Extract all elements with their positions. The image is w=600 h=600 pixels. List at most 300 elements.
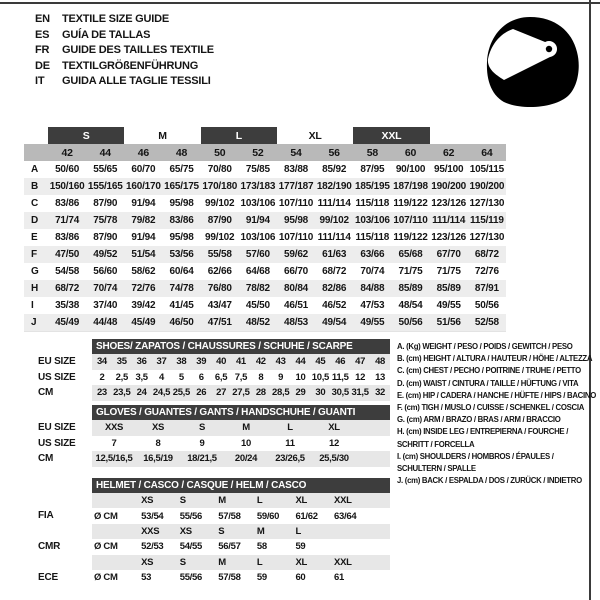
measure-cell: 75/78 — [86, 212, 124, 229]
row-label-ece: ECE — [38, 572, 58, 583]
size-cell: L — [255, 493, 294, 508]
size-cell: 13 — [375, 371, 386, 383]
size-cell: 59 — [256, 572, 267, 584]
measure-cell: 70/80 — [207, 164, 232, 175]
size-cell: 60 — [295, 572, 306, 584]
language-title: TEXTILE SIZE GUIDE — [62, 13, 170, 25]
size-row — [92, 385, 390, 401]
size-row — [92, 354, 390, 370]
legend-line: A. (Kg) WEIGHT / PESO / POIDS / GEWITCH / PESO — [397, 342, 573, 351]
language-code: FR — [35, 44, 50, 57]
size-cell: S — [216, 524, 255, 539]
size-cell: 28,5 — [271, 385, 291, 401]
shoes-size-table — [92, 339, 390, 401]
measure-cell: 103/106 — [240, 198, 276, 209]
row-label: G — [31, 266, 39, 277]
legend-item — [397, 353, 597, 365]
legend-line: G. (cm) ARM / BRAZO / BRAS / ARM / BRACCIO — [397, 415, 561, 425]
size-col-header: 58 — [353, 144, 391, 161]
corner-cell — [24, 144, 48, 161]
filler-cell — [371, 539, 390, 554]
measure-cell: 79/82 — [124, 212, 162, 229]
diameter-cm-cell — [92, 493, 139, 508]
size-cell: 30,5 — [330, 385, 350, 401]
size-row — [92, 370, 390, 386]
measure-cell: 107/110 — [278, 198, 314, 209]
size-cell: 4 — [159, 371, 164, 383]
size-cell: 29 — [291, 385, 311, 401]
helmet-values-row — [92, 508, 390, 523]
measure-row — [24, 178, 506, 195]
filler-cell — [371, 555, 390, 570]
size-cell: 35 — [112, 354, 132, 370]
legend-item — [397, 402, 597, 414]
racing-helmet-icon — [478, 14, 584, 108]
size-cell: L — [268, 420, 312, 436]
row-label: E — [31, 232, 38, 243]
size-cell: 34 — [92, 354, 112, 370]
measure-cell: 49/54 — [315, 314, 353, 331]
language-row — [35, 43, 214, 59]
row-label-eu-size: EU SIZE — [38, 356, 76, 367]
size-cell: L — [293, 524, 332, 539]
legend-line: D. (cm) WAIST / CINTURA / TAILLE / HÜFTUNG / VITA — [397, 378, 579, 388]
measure-cell: 58/62 — [131, 266, 156, 277]
helmet-sizes-row — [92, 493, 390, 508]
measure-cell: 48/53 — [277, 314, 315, 331]
legend-item — [397, 365, 597, 377]
size-cell: 24 — [132, 385, 152, 401]
measure-row — [24, 263, 506, 280]
size-col-header: 48 — [162, 144, 200, 161]
legend-line: H. (cm) INSIDE LEG / ENTREPIERNA / FOURCHE / — [397, 427, 569, 437]
size-cell: 36 — [132, 354, 152, 370]
measure-cell: 70/74 — [360, 266, 385, 277]
measure-cell: 65/75 — [169, 164, 194, 175]
row-label: C — [31, 198, 39, 209]
diameter-cm-cell: Ø CM — [94, 572, 118, 584]
measure-cell: 55/65 — [93, 164, 118, 175]
measure-cell: 71/75 — [436, 266, 461, 277]
language-title: GUÍA DE TALLAS — [62, 28, 151, 41]
size-cell: 2 — [99, 371, 105, 383]
size-cell: XL — [293, 555, 332, 570]
measurement-legend — [397, 341, 597, 487]
size-cell: 55/56 — [179, 572, 202, 584]
language-row — [35, 59, 214, 75]
measure-cell: 48/52 — [239, 314, 277, 331]
size-cell: 58 — [256, 541, 267, 553]
size-cell: 8 — [258, 371, 264, 383]
diameter-cm-cell: Ø CM — [94, 541, 118, 553]
measure-cell: 99/102 — [205, 232, 235, 243]
measure-cell: 53/56 — [162, 246, 200, 263]
row-label-cm: CM — [38, 387, 54, 398]
size-cell: 32 — [370, 385, 390, 401]
size-cell — [332, 539, 371, 554]
measure-cell: 90/100 — [395, 164, 426, 175]
measure-cell: 44/48 — [86, 314, 124, 331]
measure-cell: 70/74 — [86, 280, 124, 297]
measure-cell: 87/90 — [93, 198, 118, 209]
size-cell: 46 — [330, 354, 350, 370]
measure-cell: 47/51 — [201, 314, 239, 331]
size-cell: S — [180, 420, 224, 436]
size-row — [92, 436, 390, 452]
size-cell: 7,5 — [234, 371, 248, 383]
legend-item — [397, 451, 597, 475]
measure-row — [24, 297, 506, 314]
measure-cell: 50/56 — [474, 300, 499, 311]
row-label: D — [24, 212, 48, 229]
legend-line: F. (cm) TIGH / MUSLO / CUISSE / SCHENKEL / COSCIA — [397, 403, 585, 413]
size-cell: 47 — [350, 354, 370, 370]
size-cell: 31,5 — [350, 385, 370, 401]
size-cell: 39 — [191, 354, 211, 370]
measure-cell: 105/115 — [469, 164, 504, 175]
measure-cell: 83/86 — [55, 232, 80, 243]
size-col-header: 42 — [48, 144, 86, 161]
measure-cell: 91/94 — [131, 232, 156, 243]
size-col-header: 62 — [430, 144, 468, 161]
measure-cell: 72/76 — [124, 280, 162, 297]
measure-row — [24, 212, 506, 229]
measure-cell: 50/56 — [391, 314, 429, 331]
measure-cell: 59/62 — [277, 246, 315, 263]
corner-cell — [24, 127, 48, 144]
size-cell: 12 — [355, 371, 366, 383]
size-group-row — [24, 127, 506, 144]
size-cell: 20/24 — [224, 451, 268, 467]
row-label: B — [24, 178, 48, 195]
legend-line: C. (cm) CHEST / PECHO / POITRINE / TRUHE / PETTO — [397, 366, 581, 376]
measure-cell: 50/60 — [55, 164, 80, 175]
measure-cell: 91/94 — [239, 212, 277, 229]
filler-cell — [371, 524, 390, 539]
measure-cell: 95/100 — [433, 164, 464, 175]
measure-cell: 83/88 — [284, 164, 309, 175]
size-col-header: 54 — [277, 144, 315, 161]
size-cell: 42 — [251, 354, 271, 370]
measure-cell: 190/200 — [468, 178, 506, 195]
size-col-header: 56 — [315, 144, 353, 161]
measure-cell: 83/86 — [55, 198, 80, 209]
measure-cell: 55/58 — [201, 246, 239, 263]
row-label-us-size: US SIZE — [38, 371, 76, 383]
size-cell: 10 — [295, 371, 306, 383]
measure-cell: 46/52 — [322, 300, 347, 311]
size-col-header: 52 — [239, 144, 277, 161]
helmet-values-row — [92, 539, 390, 554]
size-cell: 40 — [211, 354, 231, 370]
measure-cell: 107/110 — [391, 212, 429, 229]
diameter-cm-cell — [92, 555, 139, 570]
size-cell: 3,5 — [135, 371, 148, 383]
gloves-size-table — [92, 405, 390, 467]
measure-cell: 85/89 — [391, 280, 429, 297]
table-title: GLOVES / GUANTES / GANTS / HANDSCHUHE / GUANTI — [92, 405, 390, 420]
size-cell: 23 — [92, 385, 112, 401]
measure-cell: 111/114 — [317, 198, 351, 209]
measure-cell: 51/56 — [430, 314, 468, 331]
size-col-header: 60 — [391, 144, 429, 161]
row-label-cm: CM — [38, 453, 54, 464]
legend-item — [397, 475, 597, 487]
measure-cell: 47/50 — [48, 246, 86, 263]
row-label-eu-size: EU SIZE — [38, 422, 76, 433]
size-number-row — [24, 144, 506, 161]
size-cell: 27,5 — [231, 385, 251, 401]
row-label: H — [24, 280, 48, 297]
size-cell: XS — [136, 420, 180, 436]
size-cell — [332, 524, 371, 539]
language-title: GUIDA ALLE TAGLIE TESSILI — [62, 75, 211, 88]
measure-cell: 87/90 — [201, 212, 239, 229]
measure-cell: 49/52 — [86, 246, 124, 263]
measure-cell: 91/94 — [131, 198, 156, 209]
size-cell: 38 — [171, 354, 191, 370]
size-cell: 61 — [334, 572, 344, 584]
language-code: IT — [35, 75, 45, 88]
filler-cell — [371, 570, 390, 585]
size-cell: 10 — [241, 437, 251, 449]
measure-cell: 71/75 — [398, 266, 423, 277]
measure-cell: 165/175 — [162, 178, 200, 195]
size-col-header: 50 — [201, 144, 239, 161]
measure-cell: 39/42 — [131, 300, 156, 311]
measure-cell: 45/49 — [124, 314, 162, 331]
size-cell: M — [216, 555, 255, 570]
measure-cell: 63/66 — [353, 246, 391, 263]
measure-cell: 60/64 — [169, 266, 194, 277]
size-cell: XXL — [332, 493, 371, 508]
language-title: TEXTILGRÖßENFÜHRUNG — [62, 59, 199, 72]
language-row — [35, 12, 214, 28]
size-cell: 53 — [141, 572, 152, 584]
measure-cell: 103/106 — [353, 212, 391, 229]
measure-cell: 65/68 — [391, 246, 429, 263]
size-cell: 55/56 — [179, 510, 202, 522]
size-cell: XL — [293, 493, 332, 508]
size-cell: 6 — [198, 371, 204, 383]
size-cell: M — [224, 420, 268, 436]
measure-cell: 71/74 — [48, 212, 86, 229]
size-cell: 57/58 — [218, 510, 241, 522]
table-title-row — [92, 339, 390, 354]
measure-cell: 85/89 — [430, 280, 468, 297]
measure-cell: 61/63 — [315, 246, 353, 263]
size-cell: 9 — [278, 371, 284, 383]
measure-cell: 45/50 — [245, 300, 270, 311]
measure-cell: 119/122 — [393, 232, 428, 243]
measure-cell: 123/126 — [431, 232, 467, 243]
measure-cell: 56/60 — [93, 266, 118, 277]
table-title: HELMET / CASCO / CASQUE / HELM / CASCO — [92, 478, 390, 493]
filler-cell — [356, 436, 390, 452]
size-cell: 7 — [111, 437, 117, 449]
size-cell: 24,5 — [152, 385, 172, 401]
textile-size-table — [24, 127, 506, 331]
measure-cell: 150/160 — [48, 178, 86, 195]
measure-cell: 74/78 — [162, 280, 200, 297]
measure-cell: 45/49 — [48, 314, 86, 331]
measure-cell: 173/183 — [239, 178, 277, 195]
size-cell: S — [178, 493, 217, 508]
measure-cell: 52/58 — [468, 314, 506, 331]
measure-cell: 182/190 — [315, 178, 353, 195]
row-label-fia: FIA — [38, 510, 54, 522]
measure-cell: 127/130 — [469, 198, 505, 209]
diameter-cm-cell — [92, 524, 139, 539]
filler-cell — [371, 508, 390, 523]
measure-cell: 66/70 — [284, 266, 309, 277]
size-cell: XS — [139, 493, 178, 508]
size-cell: 43 — [271, 354, 291, 370]
size-cell: 23,5 — [112, 385, 132, 401]
measure-cell: 84/88 — [353, 280, 391, 297]
size-cell: 12 — [329, 437, 339, 449]
size-cell: 41 — [231, 354, 251, 370]
size-cell: 5 — [178, 371, 184, 383]
size-cell: 52/53 — [141, 541, 164, 553]
language-title: GUIDE DES TAILLES TEXTILE — [62, 44, 214, 57]
measure-cell: 64/68 — [245, 266, 270, 277]
measure-cell: 155/165 — [86, 178, 124, 195]
measure-cell: 123/126 — [431, 198, 467, 209]
row-label: J — [24, 314, 48, 331]
measure-row — [24, 280, 506, 297]
size-group-xl: XL — [308, 129, 322, 142]
size-row — [92, 420, 390, 436]
size-cell: 18/21,5 — [180, 451, 224, 467]
legend-item — [397, 426, 597, 450]
size-cell: 6,5 — [214, 371, 228, 383]
measure-cell: 41/45 — [169, 300, 194, 311]
diameter-cm-cell: Ø CM — [94, 510, 118, 522]
measure-cell: 76/80 — [201, 280, 239, 297]
size-cell: 45 — [310, 354, 330, 370]
size-cell: 12,5/16,5 — [92, 451, 136, 467]
language-code: DE — [35, 59, 50, 72]
size-col-header: 64 — [468, 144, 506, 161]
page-border-top — [0, 2, 600, 4]
measure-cell: 99/102 — [205, 198, 235, 209]
measure-cell: 78/82 — [239, 280, 277, 297]
row-label: F — [24, 246, 48, 263]
helmet-size-table — [92, 478, 390, 585]
size-cell: 11,5 — [331, 371, 349, 383]
measure-cell: 103/106 — [240, 232, 276, 243]
size-cell: 25,5/30 — [312, 451, 356, 467]
measure-cell: 111/114 — [430, 212, 468, 229]
measure-cell: 67/70 — [430, 246, 468, 263]
corner-cell — [430, 127, 468, 144]
measure-cell: 115/119 — [468, 212, 506, 229]
measure-cell: 68/72 — [468, 246, 506, 263]
measure-cell: 99/102 — [315, 212, 353, 229]
measure-cell: 115/118 — [355, 232, 390, 243]
filler-cell — [356, 420, 390, 436]
size-group-s: S — [48, 127, 124, 144]
measure-cell: 119/122 — [393, 198, 428, 209]
measure-cell: 95/98 — [169, 198, 194, 209]
filler-cell — [371, 493, 390, 508]
measure-cell: 46/50 — [162, 314, 200, 331]
size-cell: 11 — [285, 437, 295, 449]
size-cell: 37 — [152, 354, 172, 370]
legend-item — [397, 378, 597, 390]
size-cell: XS — [178, 524, 217, 539]
size-cell: M — [216, 493, 255, 508]
measure-cell: 47/53 — [360, 300, 385, 311]
size-cell: 23/26,5 — [268, 451, 312, 467]
language-title-list — [35, 12, 214, 90]
measure-cell: 83/86 — [162, 212, 200, 229]
measure-cell: 48/54 — [398, 300, 423, 311]
measure-row — [24, 161, 506, 178]
measure-row — [24, 314, 506, 331]
legend-line: B. (cm) HEIGHT / ALTURA / HAUTEUR / HÖHE / ALTEZZA — [397, 354, 593, 364]
measure-cell: 115/118 — [355, 198, 390, 209]
size-cell: 54/55 — [179, 541, 202, 553]
measure-cell: 95/98 — [169, 232, 194, 243]
measure-cell: 60/70 — [131, 164, 156, 175]
measure-cell: 75/85 — [245, 164, 270, 175]
size-cell: L — [255, 555, 294, 570]
size-cell: 57/58 — [218, 572, 241, 584]
size-cell: 53/54 — [141, 510, 164, 522]
measure-cell: 85/92 — [322, 164, 347, 175]
table-title-row — [92, 405, 390, 420]
measure-cell: 185/195 — [353, 178, 391, 195]
size-cell: 59/60 — [256, 510, 280, 522]
size-group-xxl: XXL — [353, 127, 429, 144]
measure-cell: 37/40 — [93, 300, 118, 311]
table-underline — [24, 331, 506, 332]
size-cell: 2,5 — [115, 371, 128, 383]
size-cell: 56/57 — [218, 541, 241, 553]
size-cell: XXS — [92, 420, 136, 436]
measure-cell: 87/91 — [468, 280, 506, 297]
size-cell: M — [255, 524, 294, 539]
language-code: ES — [35, 28, 50, 41]
size-group-l: L — [201, 127, 277, 144]
helmet-sizes-row — [92, 524, 390, 539]
measure-cell: 107/110 — [278, 232, 314, 243]
measure-row — [24, 246, 506, 263]
size-cell: 61/62 — [295, 510, 318, 522]
size-cell: 26 — [191, 385, 211, 401]
legend-line: E. (cm) HIP / CADERA / HANCHE / HÜFTE / HIPS / BACINO — [397, 390, 596, 400]
measure-cell: 187/198 — [391, 178, 429, 195]
size-cell: 63/64 — [334, 510, 357, 522]
measure-cell: 127/130 — [469, 232, 505, 243]
page-border-right — [589, 0, 591, 600]
measure-cell: 46/51 — [284, 300, 309, 311]
legend-line: J. (cm) BACK / ESPALDA / DOS / ZURÜCK / INDIETRO — [397, 476, 582, 486]
measure-cell: 80/84 — [277, 280, 315, 297]
row-label: I — [31, 300, 34, 311]
language-code: EN — [35, 13, 50, 25]
measure-cell: 87/95 — [360, 164, 385, 175]
measure-cell: 95/98 — [277, 212, 315, 229]
size-cell: XXS — [139, 524, 178, 539]
size-cell: 27 — [211, 385, 231, 401]
measure-cell: 57/60 — [239, 246, 277, 263]
size-cell: 16,5/19 — [136, 451, 180, 467]
size-cell: XS — [139, 555, 178, 570]
measure-cell: 54/58 — [55, 266, 80, 277]
